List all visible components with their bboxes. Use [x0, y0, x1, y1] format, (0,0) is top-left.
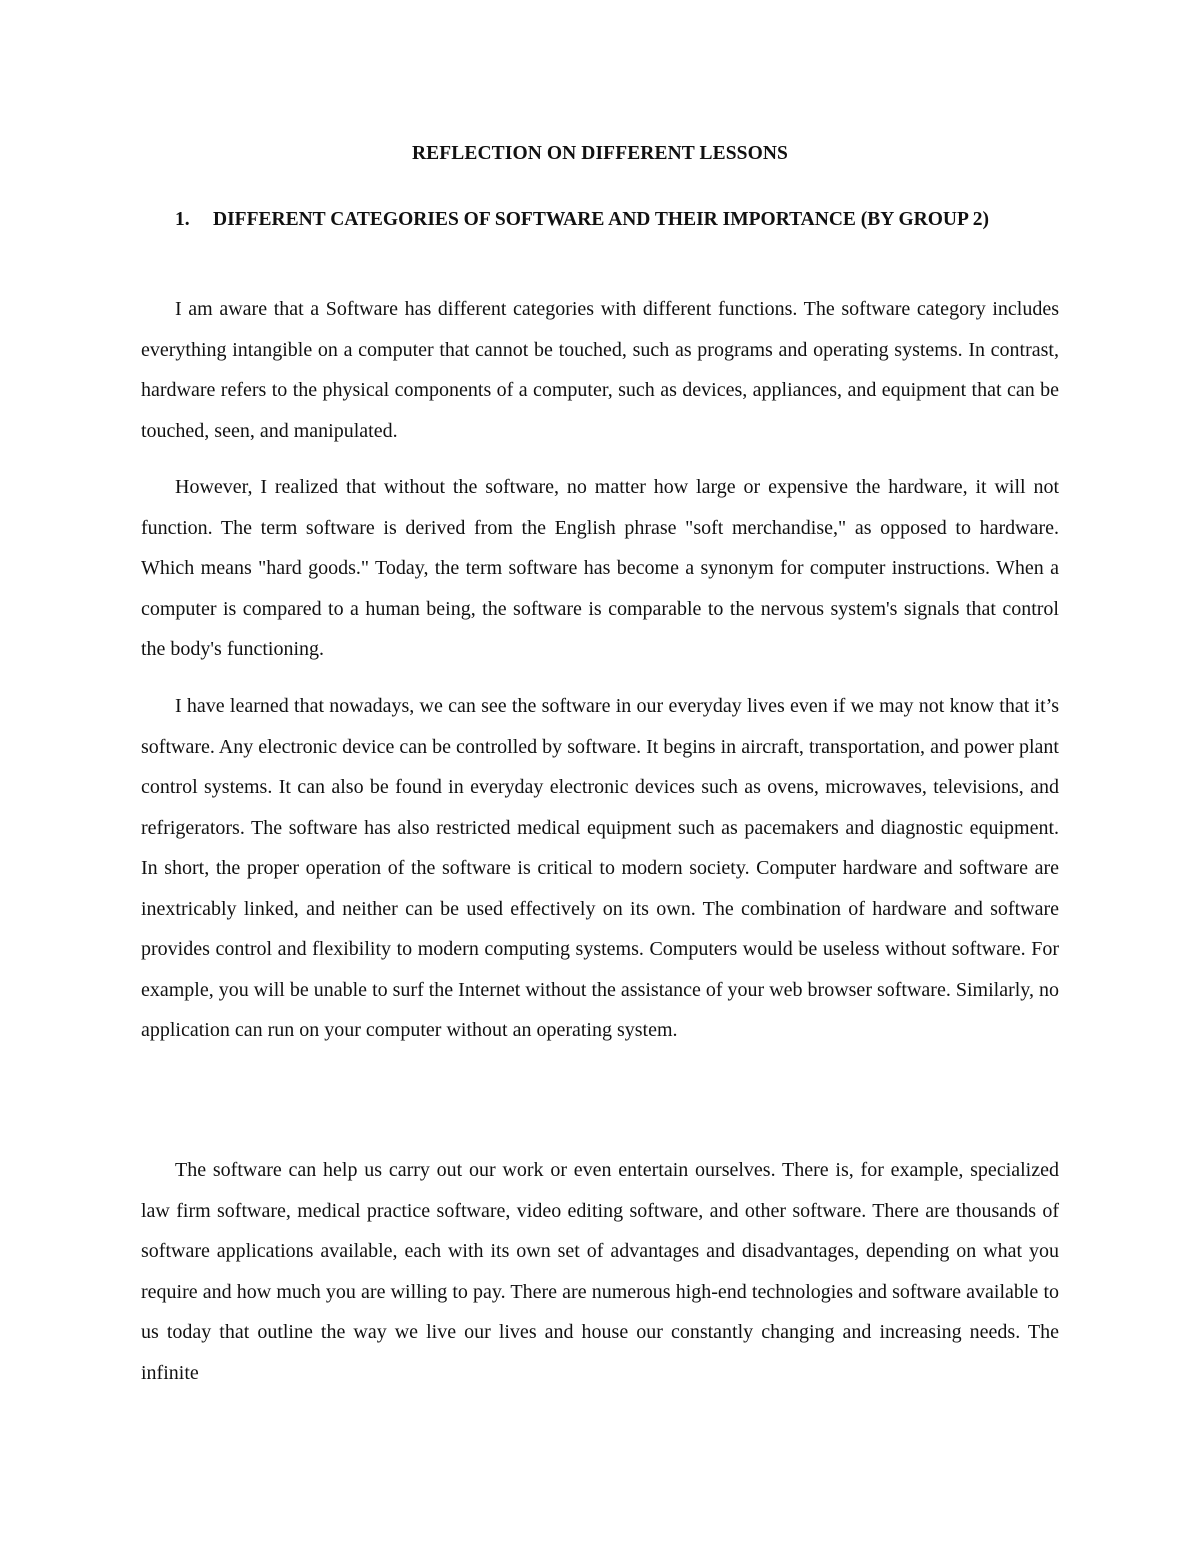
section-heading: [141, 199, 1061, 240]
section-number: 1.: [175, 209, 190, 230]
section-heading-text: DIFFERENT CATEGORIES OF SOFTWARE AND THEIR IMPORTANCE (BY GROUP 2): [213, 209, 989, 230]
document-title: REFLECTION ON DIFFERENT LESSONS: [411, 143, 789, 164]
body-paragraph: I am aware that a Software has different categories with different functions. The software category includes everything intangible on a computer that cannot be touched, such as programs and operating systems. In contrast, hardware refers to the physical components of a computer, such as devices, appliances, and equipment that can be touched, seen, and manipulated.: [141, 298, 1059, 442]
body-paragraph: The software can help us carry out our work or even entertain ourselves. There is, for example, specialized law firm software, medical practice software, video editing software, and other software. There are thousands of software applications available, each with its own set of advantages and disadvantages, depending on what you require and how much you are willing to pay. There are numerous high-end technologies and software available to us today that outline the way we live our lives and house our constantly changing and increasing needs. The infinite: [141, 1159, 1059, 1384]
body-paragraph: I have learned that nowadays, we can see the software in our everyday lives even if we may not know that it’s software. Any electronic device can be controlled by software. It begins in aircraft, transportation, and power plant control systems. It can also be found in everyday electronic devices such as ovens, microwaves, televisions, and refrigerators. The software has also restricted medical equipment such as pacemakers and diagnostic equipment. In short, the proper operation of the software is critical to modern society. Computer hardware and software are inextricably linked, and neither can be used effectively on its own. The combination of hardware and software provides control and flexibility to modern computing systems. Computers would be useless without software. For example, you will be unable to surf the Internet without the assistance of your web browser software. Similarly, no application can run on your computer without an operating system.: [141, 695, 1059, 1041]
body-paragraph: However, I realized that without the software, no matter how large or expensive the hardware, it will not function. The term software is derived from the English phrase "soft merchandise," as opposed to hardware. Which means "hard goods." Today, the term software has become a synonym for computer instructions. When a computer is compared to a human being, the software is comparable to the nervous system's signals that control the body's functioning.: [141, 476, 1059, 660]
